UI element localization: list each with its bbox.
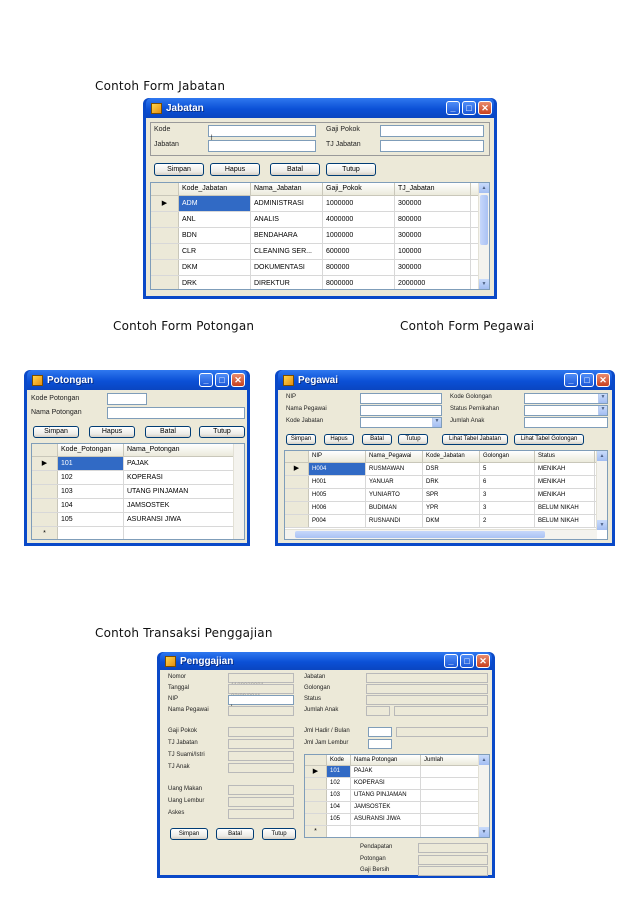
gaji-pokok-field	[228, 727, 294, 737]
table-cell[interactable]	[421, 790, 479, 801]
row-header	[32, 485, 58, 498]
table-cell[interactable]	[421, 802, 479, 813]
minimize-button[interactable]: _	[444, 654, 458, 668]
table-cell[interactable]: 600000	[323, 244, 395, 259]
row-header	[305, 778, 327, 789]
new-row[interactable]	[32, 527, 244, 540]
jumlah-anak-detail-field	[394, 706, 488, 716]
table-cell[interactable]: H006	[309, 502, 366, 514]
table-cell[interactable]: 8000000	[323, 276, 395, 290]
table-cell[interactable]: DOKUMENTASI	[251, 260, 323, 275]
askes-field	[228, 809, 294, 819]
batal-button[interactable]: Batal	[216, 828, 254, 840]
row-header	[32, 513, 58, 526]
label-askes: Askes	[168, 810, 185, 816]
table-cell[interactable]: KOPERASI	[351, 778, 421, 789]
new-row-marker: *	[32, 527, 58, 540]
col-gaji-pokok[interactable]: Gaji_Pokok	[323, 183, 395, 195]
col-nama-potongan[interactable]: Nama Potongan	[351, 755, 421, 765]
jml-hadir-detail-field	[396, 727, 488, 737]
table-cell[interactable]: JAMSOSTEK	[124, 499, 234, 512]
tutup-button[interactable]: Tutup	[262, 828, 296, 840]
col-kode[interactable]: Kode	[327, 755, 351, 765]
table-cell[interactable]: 5	[480, 463, 535, 475]
table-cell[interactable]	[421, 778, 479, 789]
grid-header	[285, 451, 607, 463]
tanggal-field	[228, 684, 294, 694]
penggajian-window	[157, 652, 495, 878]
label-tj-jabatan: TJ Jabatan	[168, 740, 198, 746]
uang-lembur-field	[228, 797, 294, 807]
potongan-grid[interactable]	[31, 443, 245, 540]
table-cell[interactable]: CLR	[179, 244, 251, 259]
table-row[interactable]	[32, 457, 244, 471]
table-cell[interactable]: ASURANSI JIWA	[124, 513, 234, 526]
table-cell[interactable]: 100000	[395, 244, 471, 259]
new-row-marker: *	[305, 826, 327, 837]
table-cell[interactable]	[421, 814, 479, 825]
app-icon	[151, 103, 162, 114]
col-status[interactable]: Status	[535, 451, 595, 462]
caption-form-jabatan: Contoh Form Jabatan	[95, 79, 226, 93]
caption-transaksi-penggajian: Contoh Transaksi Penggajian	[95, 626, 273, 640]
horizontal-scrollbar[interactable]	[285, 529, 597, 539]
current-row-marker: ▶	[305, 766, 327, 777]
pegawai-titlebar[interactable]	[278, 370, 612, 390]
gaji-pokok-field[interactable]	[380, 125, 484, 137]
chevron-down-icon[interactable]: ▼	[598, 406, 607, 415]
label-tj-jabatan: TJ Jabatan	[326, 141, 361, 148]
label-jabatan: Jabatan	[304, 674, 326, 680]
col-jumlah[interactable]: Jumlah	[421, 755, 479, 765]
caption-form-pegawai: Contoh Form Pegawai	[400, 319, 535, 333]
label-jml-jam-lembur: Jml Jam Lembur	[304, 740, 349, 746]
new-row[interactable]	[305, 826, 489, 838]
maximize-button[interactable]: □	[462, 101, 476, 115]
table-cell[interactable]: 102	[327, 778, 351, 789]
status-field	[366, 695, 488, 705]
simpan-button[interactable]: Simpan	[33, 426, 79, 438]
label-uang-lembur: Uang Lembur	[168, 798, 205, 804]
table-row[interactable]	[32, 499, 244, 513]
simpan-button[interactable]: Simpan	[170, 828, 208, 840]
scroll-thumb[interactable]	[480, 195, 488, 245]
label-kode-potongan: Kode Potongan	[31, 395, 80, 402]
col-kode-jabatan[interactable]: Kode_Jabatan	[179, 183, 251, 195]
uang-makan-field	[228, 785, 294, 795]
table-cell[interactable]: 103	[327, 790, 351, 801]
row-header	[305, 802, 327, 813]
tj-jabatan-field	[228, 739, 294, 749]
jabatan-grid[interactable]	[150, 182, 490, 290]
jabatan-titlebar[interactable]	[146, 98, 494, 118]
grid-header	[305, 755, 489, 766]
label-nama-potongan: Nama Potongan	[31, 409, 82, 416]
table-row[interactable]	[285, 463, 607, 476]
jabatan-field	[366, 673, 488, 683]
table-cell[interactable]: 101	[327, 766, 351, 777]
table-row[interactable]	[285, 502, 607, 515]
scroll-down-arrow-icon[interactable]: ▼	[479, 827, 489, 837]
label-nomor: Nomor	[168, 674, 187, 680]
table-row[interactable]	[305, 802, 489, 814]
status-pernikahan-dropdown[interactable]	[524, 405, 608, 416]
table-cell[interactable]: 104	[58, 499, 124, 512]
tutup-button[interactable]: Tutup	[199, 426, 245, 438]
label-gaji-pokok: Gaji Pokok	[326, 126, 360, 133]
table-row[interactable]	[285, 476, 607, 489]
row-header	[285, 502, 309, 514]
table-cell[interactable]	[421, 826, 479, 837]
close-button[interactable]: ✕	[476, 654, 490, 668]
table-cell[interactable]: 105	[327, 814, 351, 825]
table-cell[interactable]: 102	[58, 471, 124, 484]
label-jumlah-anak: Jumlah Anak	[304, 707, 339, 713]
col-kode-jabatan[interactable]: Kode_Jabatan	[423, 451, 480, 462]
table-row[interactable]	[32, 471, 244, 485]
row-header	[151, 244, 179, 259]
hapus-button[interactable]: Hapus	[324, 434, 354, 445]
table-cell[interactable]: YPR	[423, 502, 480, 514]
vertical-scrollbar[interactable]	[596, 451, 607, 530]
table-cell[interactable]: DIREKTUR	[251, 276, 323, 290]
row-header	[32, 471, 58, 484]
label-nama-pegawai: Nama Pegawai	[286, 406, 327, 412]
table-row[interactable]	[305, 766, 489, 778]
table-cell[interactable]: BDN	[179, 228, 251, 243]
table-cell[interactable]: 800000	[395, 212, 471, 227]
label-status: Status	[304, 696, 322, 702]
maximize-button[interactable]: □	[460, 654, 474, 668]
row-header	[151, 276, 179, 290]
nama-potongan-field[interactable]	[107, 407, 245, 419]
maximize-button[interactable]: □	[215, 373, 229, 387]
scroll-down-arrow-icon[interactable]: ▼	[597, 520, 607, 530]
table-row[interactable]	[305, 778, 489, 790]
table-cell[interactable]: PAJAK	[124, 457, 234, 470]
table-row[interactable]	[32, 513, 244, 527]
potongan-total-field	[418, 855, 488, 865]
table-cell[interactable]: UTANG PINJAMAN	[124, 485, 234, 498]
table-cell[interactable]: CLEANING SER...	[251, 244, 323, 259]
table-cell[interactable]: 300000	[395, 196, 471, 211]
label-jumlah-anak: Jumlah Anak	[450, 418, 485, 424]
hapus-button[interactable]: Hapus	[210, 163, 260, 176]
table-row[interactable]	[285, 489, 607, 502]
kode-cursor: |	[211, 135, 213, 141]
table-row[interactable]	[151, 244, 489, 260]
vertical-scrollbar[interactable]	[478, 755, 489, 837]
maximize-button[interactable]: □	[580, 373, 594, 387]
close-button[interactable]: ✕	[478, 101, 492, 115]
label-tj-suami-istri: TJ Suami/Istri	[168, 752, 205, 758]
simpan-button[interactable]: Simpan	[154, 163, 204, 176]
table-cell[interactable]: 4000000	[323, 212, 395, 227]
current-row-marker: ▶	[32, 457, 58, 470]
row-header	[285, 515, 309, 527]
tutup-button[interactable]: Tutup	[326, 163, 376, 176]
current-row-marker: ▶	[285, 463, 309, 475]
chevron-down-icon[interactable]: ▼	[598, 394, 607, 403]
table-cell[interactable]: 1000000	[323, 196, 395, 211]
scroll-thumb[interactable]	[295, 531, 545, 538]
label-kode: Kode	[154, 126, 171, 133]
table-row[interactable]	[151, 196, 489, 212]
table-cell[interactable]	[327, 826, 351, 837]
gaji-bersih-field	[418, 866, 488, 876]
row-header	[151, 212, 179, 227]
col-nama-potongan[interactable]: Nama_Potongan	[124, 444, 234, 456]
app-icon	[283, 375, 294, 386]
table-cell[interactable]: DRK	[179, 276, 251, 290]
label-nip: NIP	[168, 696, 179, 702]
kode-jabatan-dropdown[interactable]	[360, 417, 442, 428]
table-cell[interactable]: ASURANSI JIWA	[351, 814, 421, 825]
nip-field[interactable]	[228, 695, 294, 705]
app-icon	[165, 656, 176, 667]
window-title: Penggajian	[180, 655, 234, 667]
table-cell[interactable]: DRK	[423, 476, 480, 488]
pegawai-window	[275, 370, 615, 546]
tj-anak-field	[228, 763, 294, 773]
table-cell[interactable]: DSR	[423, 463, 480, 475]
potongan-titlebar[interactable]	[27, 370, 247, 390]
table-cell[interactable]: H001	[309, 476, 366, 488]
row-header-corner	[305, 755, 327, 765]
col-golongan[interactable]: Golongan	[480, 451, 535, 462]
potongan-form-body	[27, 390, 247, 543]
label-jml-hadir: Jml Hadir / Bulan	[304, 728, 350, 734]
table-cell[interactable]	[124, 527, 234, 540]
table-cell[interactable]: RUSNANDI	[366, 515, 423, 527]
jumlah-anak-field[interactable]	[524, 417, 608, 428]
table-row[interactable]	[151, 212, 489, 228]
table-cell[interactable]	[351, 826, 421, 837]
caption-form-potongan: Contoh Form Potongan	[113, 319, 255, 333]
table-row[interactable]	[151, 260, 489, 276]
nama-pegawai-field[interactable]	[360, 405, 442, 416]
label-kode-golongan: Kode Golongan	[450, 394, 492, 400]
table-cell[interactable]: UTANG PINJAMAN	[351, 790, 421, 801]
batal-button[interactable]: Batal	[270, 163, 320, 176]
table-cell[interactable]: 800000	[323, 260, 395, 275]
window-title: Jabatan	[166, 102, 204, 114]
row-header	[151, 228, 179, 243]
label-nama-pegawai: Nama Pegawai	[168, 707, 209, 713]
lihat-tabel-jabatan-button[interactable]: Lihat Tabel Jabatan	[442, 434, 508, 445]
app-icon	[32, 375, 43, 386]
label-uang-makan: Uang Makan	[168, 786, 203, 792]
table-row[interactable]	[151, 276, 489, 290]
table-row[interactable]	[285, 515, 607, 528]
table-cell[interactable]: MENIKAH	[535, 489, 595, 501]
label-tanggal: Tanggal	[168, 685, 190, 691]
vertical-scrollbar[interactable]	[233, 444, 244, 539]
grid-header	[151, 183, 489, 196]
jabatan-window	[143, 98, 497, 299]
table-cell[interactable]: YANUAR	[366, 476, 423, 488]
table-cell[interactable]: 105	[58, 513, 124, 526]
jabatan-field[interactable]	[208, 140, 316, 152]
jml-jam-lembur-field[interactable]	[368, 739, 392, 749]
col-nama-jabatan[interactable]: Nama_Jabatan	[251, 183, 323, 195]
table-row[interactable]	[305, 814, 489, 826]
penggajian-form-body	[160, 670, 492, 875]
label-potongan: Potongan	[360, 856, 386, 862]
table-cell[interactable]: 6	[480, 476, 535, 488]
kode-field[interactable]	[208, 125, 316, 141]
table-cell[interactable]: SPR	[423, 489, 480, 501]
table-cell[interactable]: JAMSOSTEK	[351, 802, 421, 813]
label-status-pernikahan: Status Pernikahan	[450, 406, 500, 412]
simpan-button[interactable]: Simpan	[286, 434, 316, 445]
table-cell[interactable]: ANALIS	[251, 212, 323, 227]
nomor-field	[228, 673, 294, 683]
table-cell[interactable]: KOPERASI	[124, 471, 234, 484]
table-cell[interactable]: H004	[309, 463, 366, 475]
table-cell[interactable]: 103	[58, 485, 124, 498]
close-button[interactable]: ✕	[231, 373, 245, 387]
close-button[interactable]: ✕	[596, 373, 610, 387]
table-cell[interactable]: 104	[327, 802, 351, 813]
table-cell[interactable]: PAJAK	[351, 766, 421, 777]
row-header	[305, 814, 327, 825]
tj-suami-istri-field	[228, 751, 294, 761]
table-cell[interactable]: 1000000	[323, 228, 395, 243]
pegawai-grid[interactable]	[284, 450, 608, 540]
golongan-field	[366, 684, 488, 694]
row-header	[285, 489, 309, 501]
potongan-grid[interactable]	[304, 754, 490, 838]
label-tj-anak: TJ Anak	[168, 764, 190, 770]
col-nip[interactable]: NIP	[309, 451, 366, 462]
table-cell[interactable]: ADM	[179, 196, 251, 211]
table-cell[interactable]: MENIKAH	[535, 463, 595, 475]
scroll-up-arrow-icon[interactable]: ▲	[479, 183, 489, 193]
window-title: Potongan	[47, 374, 94, 386]
label-jabatan: Jabatan	[154, 141, 179, 148]
label-kode-jabatan: Kode Jabatan	[286, 418, 324, 424]
jml-hadir-field[interactable]	[368, 727, 392, 737]
scroll-down-arrow-icon[interactable]: ▼	[479, 279, 489, 289]
table-cell[interactable]	[58, 527, 124, 540]
hapus-button[interactable]: Hapus	[89, 426, 135, 438]
row-header-corner	[151, 183, 179, 195]
table-cell[interactable]: BUDIMAN	[366, 502, 423, 514]
kode-potongan-field[interactable]	[107, 393, 147, 405]
jabatan-form-body	[146, 118, 494, 296]
label-gaji-pokok: Gaji Pokok	[168, 728, 198, 734]
col-tj-jabatan[interactable]: TJ_Jabatan	[395, 183, 471, 195]
scroll-up-arrow-icon[interactable]: ▲	[597, 451, 607, 461]
pegawai-form-body	[278, 390, 612, 543]
col-kode-potongan[interactable]: Kode_Potongan	[58, 444, 124, 456]
table-row[interactable]	[305, 790, 489, 802]
table-cell[interactable]: MENIKAH	[535, 476, 595, 488]
table-cell[interactable]: DKM	[423, 515, 480, 527]
table-cell[interactable]: 3	[480, 502, 535, 514]
row-header	[285, 476, 309, 488]
label-nip: NIP	[286, 394, 297, 400]
table-cell[interactable]: BENDAHARA	[251, 228, 323, 243]
table-cell[interactable]: RUSMAWAN	[366, 463, 423, 475]
kode-golongan-dropdown[interactable]	[524, 393, 608, 404]
batal-button[interactable]: Batal	[362, 434, 392, 445]
table-cell[interactable]: ADMINISTRASI	[251, 196, 323, 211]
tj-jabatan-field[interactable]	[380, 140, 484, 152]
jumlah-anak-field	[366, 706, 390, 716]
tutup-button[interactable]: Tutup	[398, 434, 428, 445]
pendapatan-field	[418, 843, 488, 853]
table-cell[interactable]: BELUM NIKAH	[535, 502, 595, 514]
col-nama-pegawai[interactable]: Nama_Pegawai	[366, 451, 423, 462]
table-cell[interactable]: DKM	[179, 260, 251, 275]
table-cell[interactable]: 2000000	[395, 276, 471, 290]
table-cell[interactable]	[421, 766, 479, 777]
table-cell[interactable]: 2	[480, 515, 535, 527]
current-row-marker: ▶	[151, 196, 179, 211]
table-cell[interactable]: 3	[480, 489, 535, 501]
table-cell[interactable]: H005	[309, 489, 366, 501]
label-gaji-bersih: Gaji Bersih	[360, 867, 390, 873]
table-cell[interactable]: YUNIARTO	[366, 489, 423, 501]
row-header	[305, 790, 327, 801]
table-row[interactable]	[32, 485, 244, 499]
lihat-tabel-golongan-button[interactable]: Lihat Tabel Golongan	[514, 434, 584, 445]
batal-button[interactable]: Batal	[145, 426, 191, 438]
table-cell[interactable]: BELUM NIKAH	[535, 515, 595, 527]
nip-field[interactable]	[360, 393, 442, 404]
scroll-up-arrow-icon[interactable]: ▲	[479, 755, 489, 765]
table-cell[interactable]: 300000	[395, 228, 471, 243]
row-header-corner	[285, 451, 309, 462]
minimize-button[interactable]: _	[564, 373, 578, 387]
minimize-button[interactable]: _	[199, 373, 213, 387]
row-header	[32, 499, 58, 512]
row-header	[151, 260, 179, 275]
potongan-window	[24, 370, 250, 546]
label-pendapatan: Pendapatan	[360, 844, 393, 850]
window-title: Pegawai	[298, 374, 339, 386]
table-cell[interactable]: 300000	[395, 260, 471, 275]
label-golongan: Golongan	[304, 685, 331, 691]
chevron-down-icon[interactable]: ▼	[432, 418, 441, 427]
nama-pegawai-field	[228, 706, 294, 716]
grid-header	[32, 444, 244, 457]
vertical-scrollbar[interactable]	[478, 183, 489, 289]
table-cell[interactable]: 101	[58, 457, 124, 470]
table-cell[interactable]: P004	[309, 515, 366, 527]
minimize-button[interactable]: _	[446, 101, 460, 115]
row-header-corner	[32, 444, 58, 456]
table-cell[interactable]: ANL	[179, 212, 251, 227]
table-row[interactable]	[151, 228, 489, 244]
penggajian-titlebar[interactable]	[160, 652, 492, 670]
